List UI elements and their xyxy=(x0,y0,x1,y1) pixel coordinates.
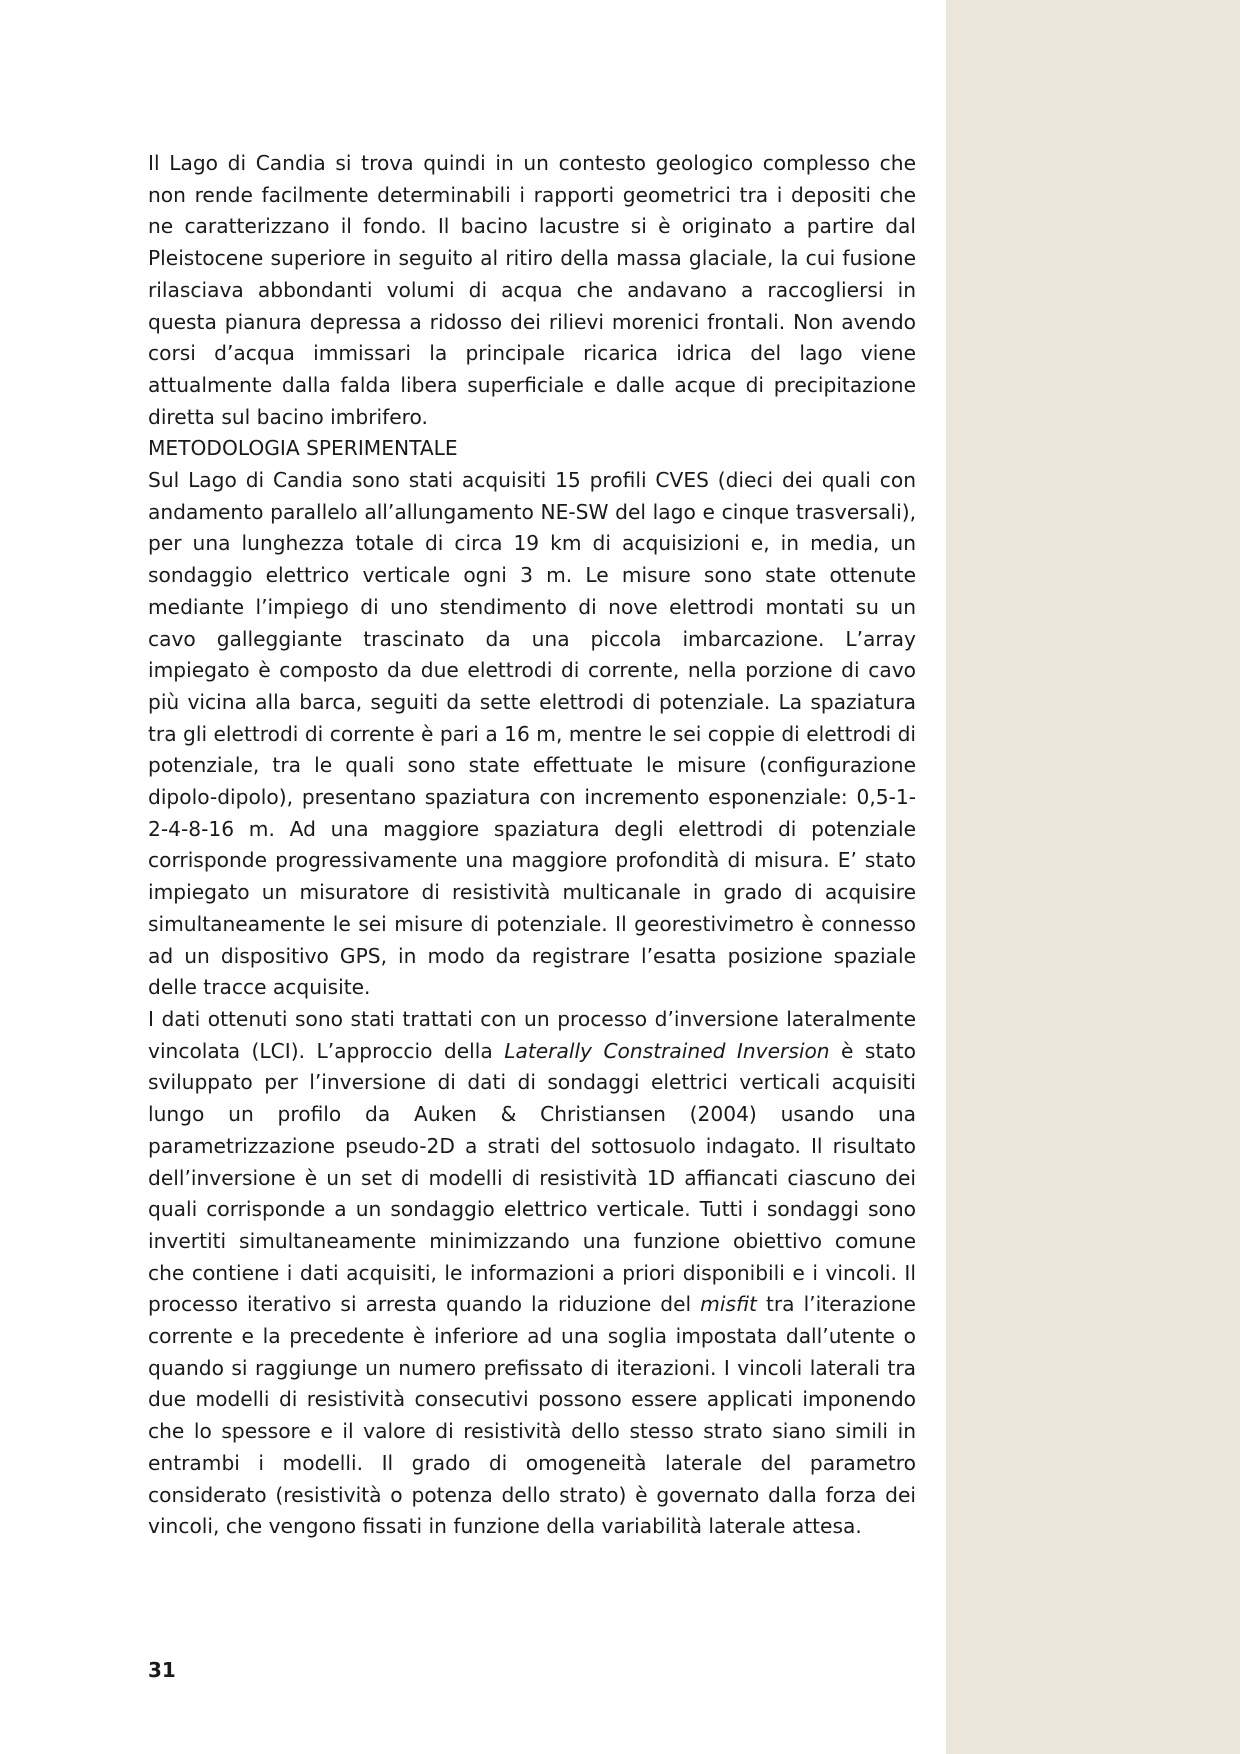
page-number: 31 xyxy=(148,1658,176,1682)
text-run: I dati ottenuti sono stati trattati con un processo d’inversione lateralmente vincolata (LCI). L’approccio della xyxy=(148,1006,916,1063)
text-run: tra l’iterazione corrente e la precedente è inferiore ad una soglia impostata dall’utente o quando si raggiunge un numero prefissato di iterazioni. I vincoli laterali tra due modelli di resistività consecutivi possono essere applicati imponendo che lo spessore e il valore di resistività dello stesso strato siano simili in entrambi i modelli. Il grado di omogeneità laterale del parametro considerato (resistività o potenza dello strato) è governato dalla forza dei vincoli, che vengono fissati in funzione della variabilità laterale attesa. xyxy=(148,1292,916,1539)
side-margin-band xyxy=(946,0,1240,1754)
paragraph-methodology: Sul Lago di Candia sono stati acquisiti 15 profili CVES (dieci dei quali con andamento parallelo all’allungamento NE-SW del lago e cinque trasversali), per una lunghezza totale di circa 19 km di acquisizioni e, in media, un sondaggio elettrico verticale ogni 3 m. Le misure sono state ottenute mediante l’impiego di uno stendimento di nove elettrodi montati su un cavo galleggiante trascinato da una piccola imbarcazione. L’array impiegato è composto da due elettrodi di corrente, nella porzione di cavo più vicina alla barca, seguiti da sette elettrodi di potenziale. La spaziatura tra gli elettrodi di corrente è pari a 16 m, mentre le sei coppie di elettrodi di potenziale, tra le quali sono state effettuate le misure (configurazione dipolo-dipolo), presentano spaziatura con incremento esponenziale: 0,5-1-2-4-8-16 m. Ad una maggiore spaziatura degli elettrodi di potenziale corrisponde progressivamente una maggiore profondità di misura. E’ stato impiegato un misuratore di resistività multicanale in grado di acquisire simultaneamente le sei misure di potenziale. Il georestivimetro è connesso ad un dispositivo GPS, in modo da registrare l’esatta posizione spaziale delle tracce acquisite. xyxy=(148,468,916,1000)
paragraph-lci-inversion xyxy=(148,1004,916,1543)
italic-term-lci: Laterally Constrained Inversion xyxy=(504,1038,830,1063)
paragraph-geological-context: Il Lago di Candia si trova quindi in un contesto geologico complesso che non rende facilmente determinabili i rapporti geometrici tra i depositi che ne caratterizzano il fondo. Il bacino lacustre si è originato a partire dal Pleistocene superiore in seguito al ritiro della massa glaciale, la cui fusione rilasciava abbondanti volumi di acqua che andavano a raccogliersi in questa pianura depressa a ridosso dei rilievi morenici frontali. Non avendo corsi d’acqua immissari la principale ricarica idrica del lago viene attualmente dalla falda libera superficiale e dalle acque di precipitazione diretta sul bacino imbrifero. xyxy=(148,151,916,429)
text-run: è stato sviluppato per l’inversione di dati di sondaggi elettrici verticali acquisiti lungo un profilo da Auken & Christiansen (2004) usando una parametrizzazione pseudo-2D a strati del sottosuolo indagato. Il risultato dell’inversione è un set di modelli di resistività 1D affiancati ciascuno dei quali corrisponde a un sondaggio elettrico verticale. Tutti i sondaggi sono invertiti simultaneamente minimizzando una funzione obiettivo comune che contiene i dati acquisiti, le informazioni a priori disponibili e i vincoli. Il processo iterativo si arresta quando la riduzione del xyxy=(148,1038,916,1317)
section-heading: METODOLOGIA SPERIMENTALE xyxy=(148,436,458,461)
body-text xyxy=(148,148,916,1543)
italic-term-misfit: misfit xyxy=(700,1292,757,1317)
